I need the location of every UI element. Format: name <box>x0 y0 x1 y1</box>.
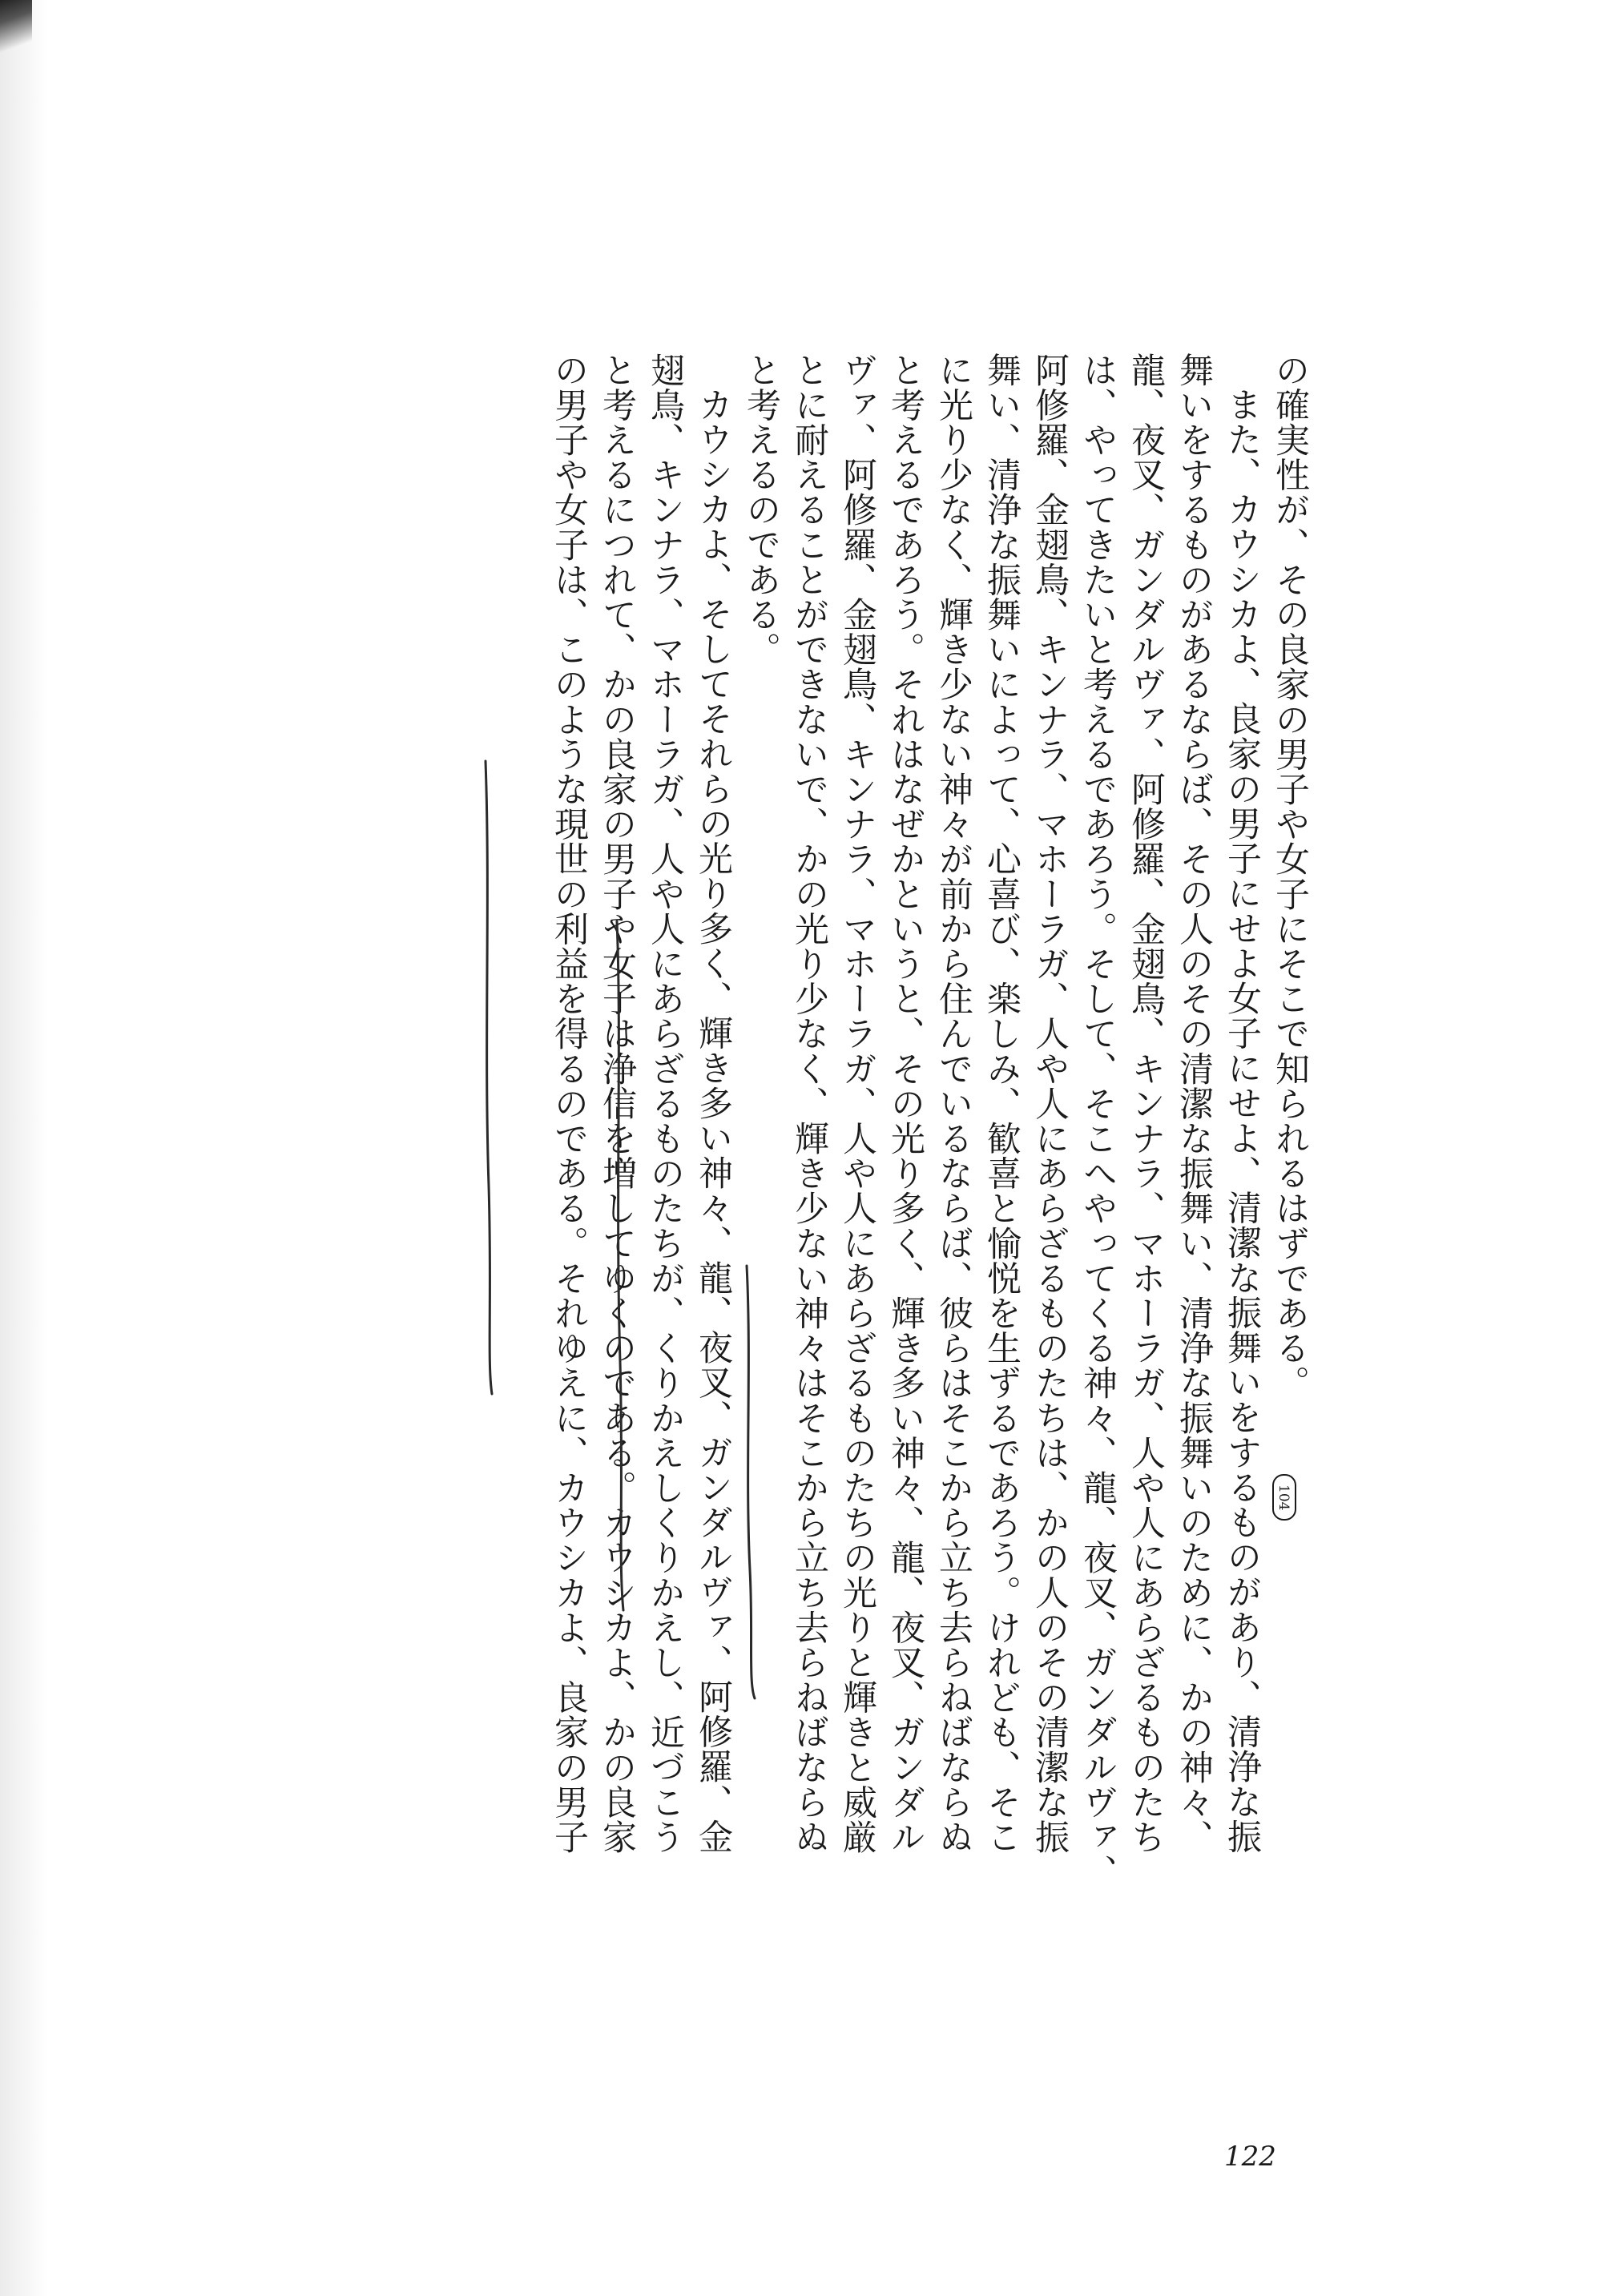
page-number: 122 <box>1224 2141 1276 2173</box>
text-column: 阿修羅、金翅鳥、キンナラ、マホーラガ、人や人にあらざるものたちは、かの人のその清潔な振 <box>1030 352 1070 1855</box>
text-column: の男子や女子は、このような現世の利益を得るのである。それゆえに、カウシカよ、良家の男子 <box>549 352 589 1855</box>
text-column: に光り少なく、輝き少ない神々が前から住んでいるならば、彼らはそこから立ち去らねばならぬ <box>933 352 973 1855</box>
text-column: 龍、夜叉、ガンダルヴァ、阿修羅、金翅鳥、キンナラ、マホーラガ、人や人にあらざるものたち <box>1126 352 1166 1855</box>
text-column: 翅鳥、キンナラ、マホーラガ、人や人にあらざるものたちが、くりかえしくりかえし、近づこう <box>645 352 685 1855</box>
text-column: 舞い、清浄な振舞いによって、心喜び、楽しみ、歓喜と愉悦を生ずるであろう。けれども、そこ <box>981 352 1022 1855</box>
text-column: と考えるのである。 <box>741 352 781 667</box>
text-column: と考えるであろう。それはなぜかというと、その光り多く、輝き多い神々、龍、夜叉、ガンダル <box>885 352 925 1855</box>
text-column: カウシカよ、そしてそれらの光り多く、輝き多い神々、龍、夜叉、ガンダルヴァ、阿修羅、金 <box>693 387 733 1855</box>
text-column: 舞いをするものがあるならば、その人のその清潔な振舞い、清浄な振舞いのために、かの神々、 <box>1174 352 1214 1855</box>
scan-edge-shadow <box>0 0 48 2296</box>
text-column: とに耐えることができないで、かの光り少なく、輝き少ない神々はそこから立ち去らねばならぬ <box>789 352 829 1855</box>
text-column: また、カウシカよ、良家の男子にせよ女子にせよ、清潔な振舞いをするものがあり、清浄な振 <box>1222 387 1262 1855</box>
note-reference-marker: 104 <box>1272 1474 1296 1521</box>
handwritten-line-3 <box>486 761 492 1394</box>
text-column: ヴァ、阿修羅、金翅鳥、キンナラ、マホーラガ、人や人にあらざるものたちの光りと輝きと威厳 <box>837 352 877 1855</box>
vertical-text-block <box>513 352 1314 2075</box>
scan-corner-mark <box>0 0 32 64</box>
text-column: は、やってきたいと考えるであろう。そして、そこへやってくる神々、龍、夜叉、ガンダルヴァ、 <box>1078 352 1118 1890</box>
text-column: と考えるにつれて、かの良家の男子や女子は浄信を増してゆくのである。カウシカよ、かの良家 <box>597 352 637 1855</box>
text-column: の確実性が、その良家の男子や女子にそこで知られるはずである。 <box>1270 352 1310 1400</box>
